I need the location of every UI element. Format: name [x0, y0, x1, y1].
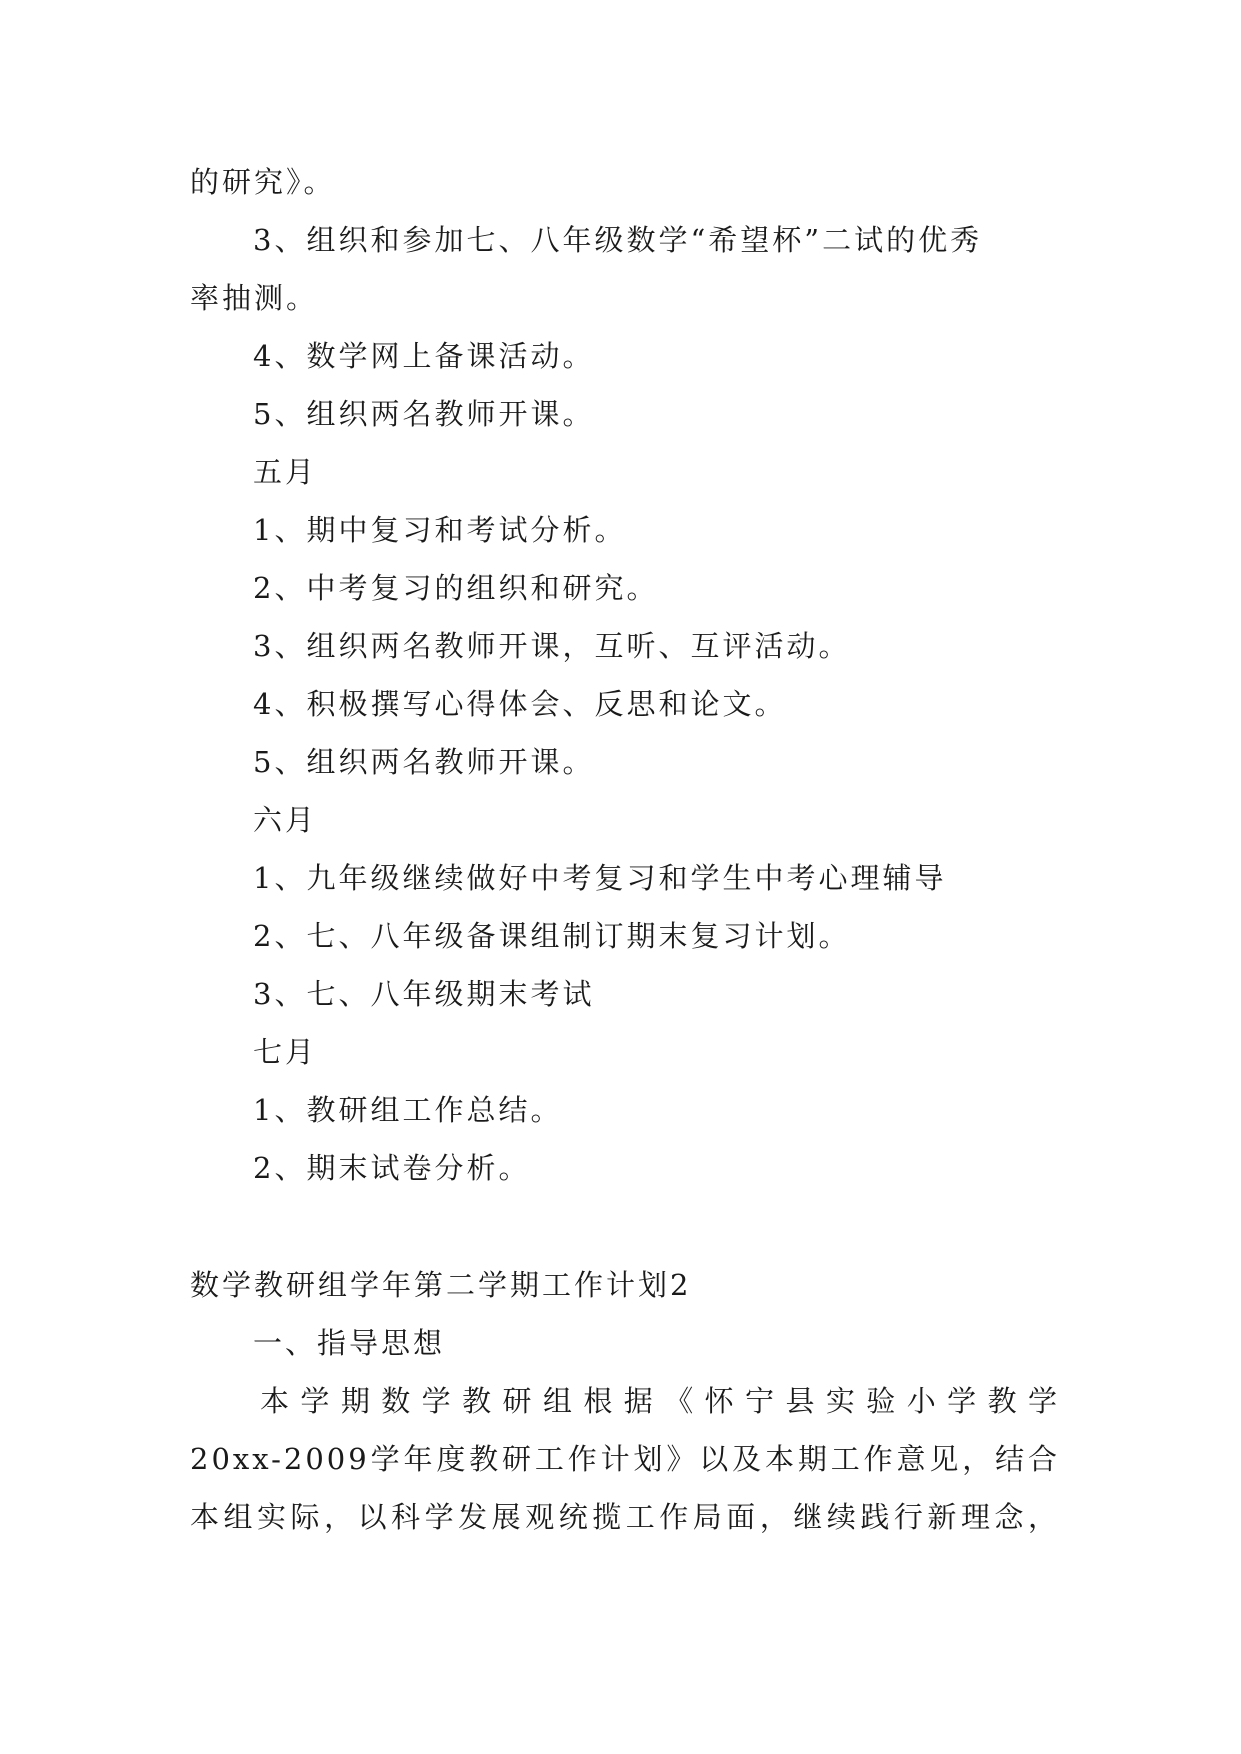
list-item: 3、组织两名教师开课，互听、互评活动。 — [253, 629, 851, 663]
list-item: 1、九年级继续做好中考复习和学生中考心理辅导 — [253, 861, 947, 895]
list-item: 4、数学网上备课活动。 — [253, 339, 595, 373]
list-item: 5、组织两名教师开课。 — [253, 745, 595, 779]
section-heading: 一、指导思想 — [253, 1326, 446, 1360]
text-line: 率抽测。 — [190, 281, 319, 315]
month-heading: 六月 — [253, 803, 318, 837]
list-item: 3、七、八年级期末考试 — [253, 977, 595, 1011]
text-line: 的研究》。 — [190, 165, 336, 199]
list-item: 5、组织两名教师开课。 — [253, 397, 595, 431]
section-title: 数学教研组学年第二学期工作计划2 — [190, 1268, 692, 1302]
list-item: 2、中考复习的组织和研究。 — [253, 571, 659, 605]
list-item: 3、组织和参加七、八年级数学“希望杯”二试的优秀 — [253, 223, 983, 257]
paragraph-line: 本组实际，以科学发展观统揽工作局面，继续践行新理念， — [190, 1500, 1060, 1534]
month-heading: 七月 — [253, 1035, 318, 1069]
paragraph-line: 20xx-2009学年度教研工作计划》以及本期工作意见，结合 — [190, 1442, 1060, 1476]
paragraph-line: 本学期数学教研组根据《怀宁县实验小学教学 — [260, 1384, 1060, 1418]
list-item: 1、教研组工作总结。 — [253, 1093, 563, 1127]
list-item: 2、七、八年级备课组制订期末复习计划。 — [253, 919, 851, 953]
month-heading: 五月 — [253, 455, 318, 489]
list-item: 4、积极撰写心得体会、反思和论文。 — [253, 687, 787, 721]
list-item: 1、期中复习和考试分析。 — [253, 513, 627, 547]
list-item: 2、期末试卷分析。 — [253, 1151, 531, 1185]
